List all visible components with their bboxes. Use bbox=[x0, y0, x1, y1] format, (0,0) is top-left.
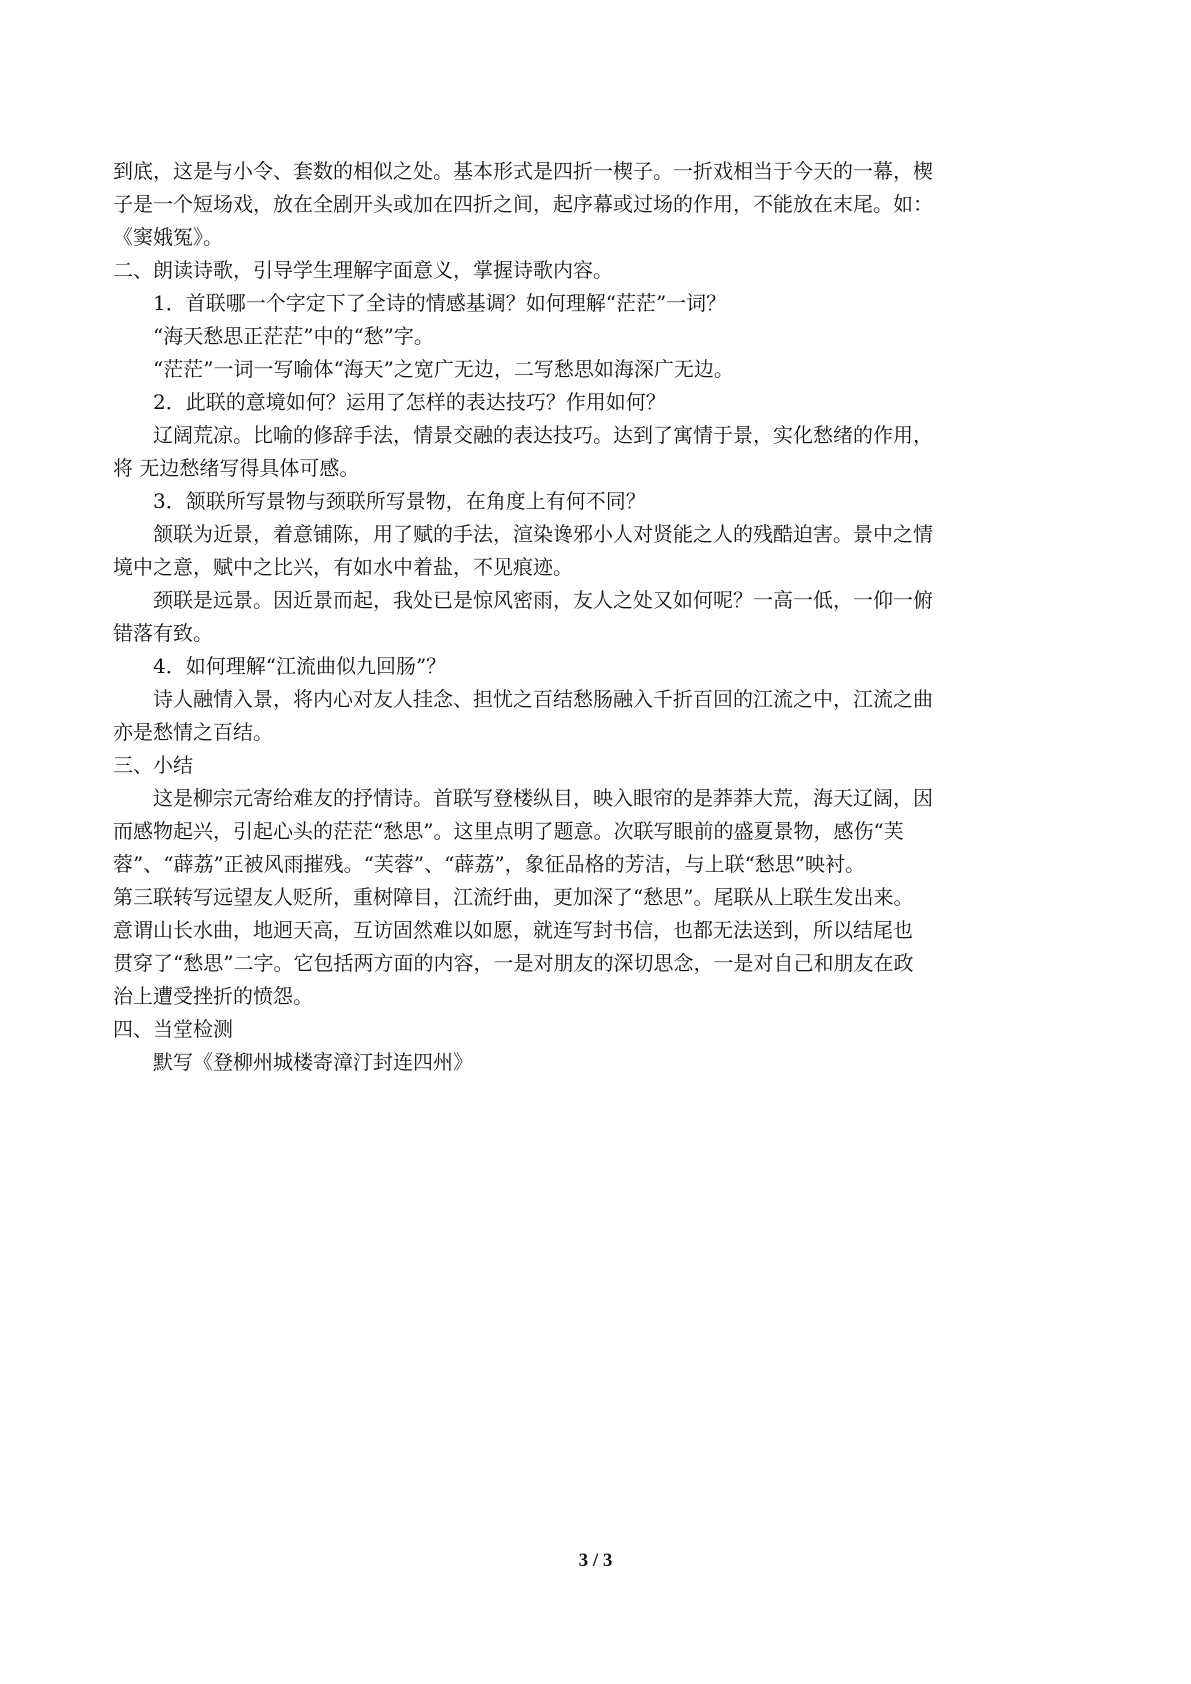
text-line: 颈联是远景。因近景而起，我处已是惊风密雨，友人之处又如何呢？一高一低，一仰一俯 bbox=[153, 588, 933, 612]
text-line: 错落有致。 bbox=[113, 621, 213, 645]
question-2: 2．此联的意境如何？运用了怎样的表达技巧？作用如何？ bbox=[153, 390, 666, 414]
text-line: 蓉”、“薜荔”正被风雨摧残。“芙蓉”、“薜荔”，象征品格的芳洁，与上联“愁思”映衬。 bbox=[113, 852, 866, 876]
text-line: 《窦娥冤》。 bbox=[113, 225, 223, 249]
text-line: 辽阔荒凉。比喻的修辞手法，情景交融的表达技巧。达到了寓情于景，实化愁绪的作用， bbox=[153, 423, 933, 447]
text-line: 境中之意，赋中之比兴，有如水中着盐，不见痕迹。 bbox=[113, 555, 573, 579]
answer-3-b bbox=[113, 584, 1088, 650]
text-line: 将 无边愁绪写得具体可感。 bbox=[113, 456, 360, 480]
answer-1-a: “海天愁思正茫茫”中的“愁”字。 bbox=[153, 324, 434, 348]
question-3: 3．颔联所写景物与颈联所写景物，在角度上有何不同？ bbox=[153, 489, 646, 513]
section-heading-2: 二、朗读诗歌，引导学生理解字面意义，掌握诗歌内容。 bbox=[113, 258, 613, 282]
text-line: 治上遭受挫折的愤怨。 bbox=[113, 984, 313, 1008]
answer-4 bbox=[113, 683, 1088, 749]
section-heading-4: 四、当堂检测 bbox=[113, 1017, 233, 1041]
text-line: 这是柳宗元寄给难友的抒情诗。首联写登楼纵目，映入眼帘的是莽莽大荒，海天辽阔，因 bbox=[153, 786, 933, 810]
text-line: 意谓山长水曲，地迥天高，互访固然难以如愿，就连写封书信，也都无法送到，所以结尾也 bbox=[113, 918, 913, 942]
answer-3-a bbox=[113, 518, 1088, 584]
document-body bbox=[113, 155, 1088, 1079]
question-1: 1．首联哪一个字定下了全诗的情感基调？如何理解“茫茫”一词？ bbox=[153, 291, 727, 315]
summary-paragraph bbox=[113, 782, 1088, 1013]
text-line: 贯穿了“愁思”二字。它包括两方面的内容，一是对朋友的深切思念，一是对自己和朋友在政 bbox=[113, 951, 914, 975]
text-line: 第三联转写远望友人贬所，重树障目，江流纡曲，更加深了“愁思”。尾联从上联生发出来。 bbox=[113, 885, 914, 909]
answer-1-b: “茫茫”一词一写喻体“海天”之宽广无边，二写愁思如海深广无边。 bbox=[153, 357, 734, 381]
section-heading-3: 三、小结 bbox=[113, 753, 193, 777]
page-number: 3 / 3 bbox=[578, 1550, 613, 1571]
intro-paragraph bbox=[113, 155, 1088, 254]
text-line: 亦是愁情之百结。 bbox=[113, 720, 273, 744]
answer-2 bbox=[113, 419, 1088, 485]
text-line: 诗人融情入景，将内心对友人挂念、担忧之百结愁肠融入千折百回的江流之中，江流之曲 bbox=[153, 687, 933, 711]
text-line: 而感物起兴，引起心头的茫茫“愁思”。这里点明了题意。次联写眼前的盛夏景物，感伤“芙 bbox=[113, 819, 904, 843]
text-line: 到底，这是与小令、套数的相似之处。基本形式是四折一楔子。一折戏相当于今天的一幕，楔 bbox=[113, 159, 933, 183]
question-4: 4．如何理解“江流曲似九回肠”？ bbox=[153, 654, 447, 678]
text-line: 子是一个短场戏，放在全剧开头或加在四折之间，起序幕或过场的作用，不能放在末尾。如： bbox=[113, 192, 933, 216]
dictation-task: 默写《登柳州城楼寄漳汀封连四州》 bbox=[153, 1050, 473, 1074]
text-line: 颔联为近景，着意铺陈，用了赋的手法，渲染谗邪小人对贤能之人的残酷迫害。景中之情 bbox=[153, 522, 933, 546]
